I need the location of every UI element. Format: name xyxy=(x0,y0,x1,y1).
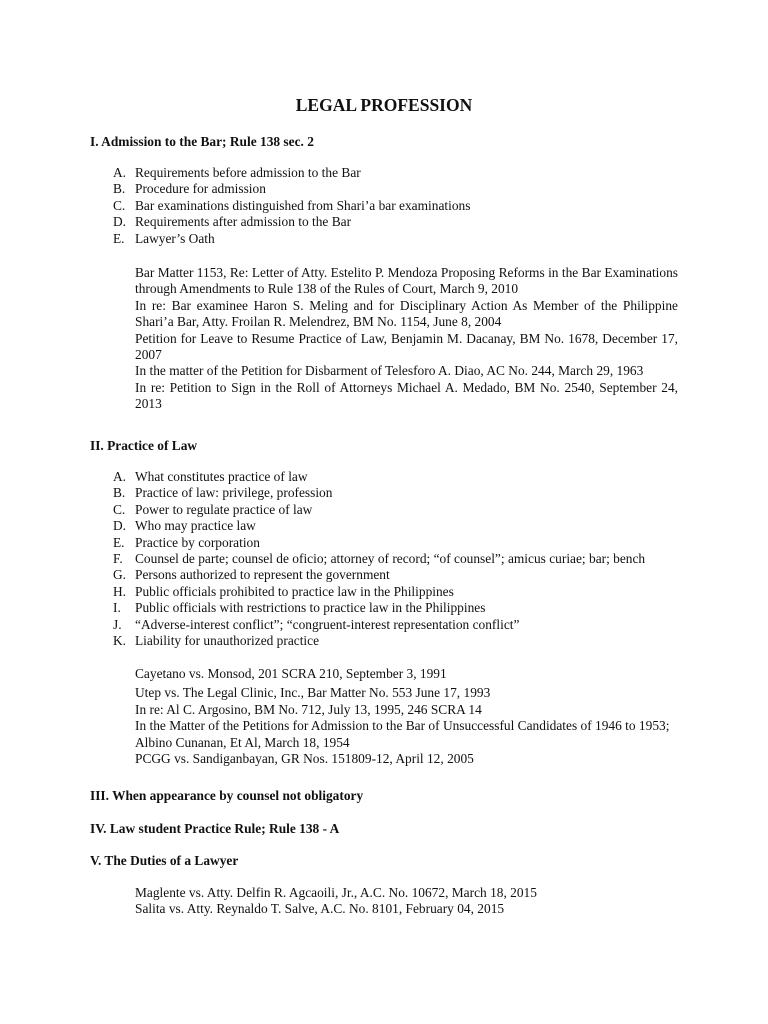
case-citation: Salita vs. Atty. Reynaldo T. Salve, A.C. No. 8101, February 04, 2015 xyxy=(135,901,505,917)
case-citation: In the Matter of the Petitions for Admission to the Bar of Unsuccessful Candidates of 1946 to 1953; Albino Cunanan, Et Al, March 18, 1954 xyxy=(135,718,670,750)
section-heading-2: II. Practice of Law xyxy=(90,438,198,453)
list-item-text: Liability for unauthorized practice xyxy=(135,632,320,648)
list-item-text: Persons authorized to represent the government xyxy=(135,567,390,583)
list-item-text: Requirements before admission to the Bar xyxy=(135,165,361,180)
list-item-letter: E. xyxy=(113,230,125,246)
list-item-text: Counsel de parte; counsel de oficio; attorney of record; “of counsel”; amicus curiae; bar; bench xyxy=(135,550,646,566)
case-citation: Petition for Leave to Resume Practice of Law, Benjamin M. Dacanay, BM No. 1678, December 17, 2007 xyxy=(135,330,678,363)
section-2-case-list xyxy=(135,666,678,767)
case-citation: Utep vs. The Legal Clinic, Inc., Bar Matter No. 553 June 17, 1993 xyxy=(135,685,491,701)
list-item-letter: D. xyxy=(113,214,127,230)
list-item-letter: J. xyxy=(113,616,122,632)
list-item-letter: C. xyxy=(113,197,126,213)
list-item-text: Bar examinations distinguished from Shari’a bar examinations xyxy=(135,197,471,213)
list-item-letter: K. xyxy=(113,632,127,648)
case-citation: In re: Petition to Sign in the Roll of Attorneys Michael A. Medado, BM No. 2540, September 24, 2013 xyxy=(135,379,678,412)
list-item-letter: A. xyxy=(113,469,127,484)
list-item-letter: F. xyxy=(113,550,123,566)
case-citation: Bar Matter 1153, Re: Letter of Atty. Estelito P. Mendoza Proposing Reforms in the Bar Examinations through Amendments to Rule 138 of the Rules of Court, March 9, 2010 xyxy=(135,265,678,297)
section-heading-4: IV. Law student Practice Rule; Rule 138 - A xyxy=(90,821,340,836)
list-item-text: “Adverse-interest conflict”; “congruent-interest representation conflict” xyxy=(135,616,520,632)
list-item-text: Public officials prohibited to practice law in the Philippines xyxy=(135,583,454,599)
section-1-case-list xyxy=(135,265,678,413)
case-citation: In re: Al C. Argosino, BM No. 712, July 13, 1995, 246 SCRA 14 xyxy=(135,701,482,717)
list-item-letter: A. xyxy=(113,165,127,180)
list-item-text: Lawyer’s Oath xyxy=(135,230,215,246)
list-item-text: Power to regulate practice of law xyxy=(135,501,313,517)
list-item-letter: E. xyxy=(113,534,125,550)
page-title: LEGAL PROFESSION xyxy=(295,95,473,115)
list-item-letter: D. xyxy=(113,518,127,534)
list-item-text: Public officials with restrictions to practice law in the Philippines xyxy=(135,600,486,616)
case-citation: In re: Bar examinee Haron S. Meling and for Disciplinary Action As Member of the Philippine Shari’a Bar, Atty. Froilan R. Melendrez, BM No. 1154, June 8, 2004 xyxy=(135,297,678,330)
list-item-text: What constitutes practice of law xyxy=(135,469,308,484)
list-item-text: Requirements after admission to the Bar xyxy=(135,214,352,230)
list-item-text: Practice of law: privilege, profession xyxy=(135,485,333,501)
list-item-letter: G. xyxy=(113,567,127,583)
case-citation: Maglente vs. Atty. Delfin R. Agcaoili, Jr., A.C. No. 10672, March 18, 2015 xyxy=(135,885,537,900)
list-item-letter: I. xyxy=(113,600,121,616)
case-citation: In the matter of the Petition for Disbarment of Telesforo A. Diao, AC No. 244, March 29, 1963 xyxy=(135,363,644,379)
section-5-case-list xyxy=(135,885,678,918)
case-citation: PCGG vs. Sandiganbayan, GR Nos. 151809-12, April 12, 2005 xyxy=(135,751,474,767)
list-item-text: Procedure for admission xyxy=(135,181,266,197)
case-citation: Cayetano vs. Monsod, 201 SCRA 210, September 3, 1991 xyxy=(135,666,447,681)
list-item-text: Who may practice law xyxy=(135,518,256,534)
section-heading-1: I. Admission to the Bar; Rule 138 sec. 2 xyxy=(90,134,314,149)
list-item-letter: H. xyxy=(113,583,127,599)
section-heading-3: III. When appearance by counsel not obligatory xyxy=(90,788,364,803)
list-item-letter: B. xyxy=(113,181,126,197)
list-item-letter: B. xyxy=(113,485,126,501)
list-item-text: Practice by corporation xyxy=(135,534,260,550)
list-item-letter: C. xyxy=(113,501,126,517)
section-heading-5: V. The Duties of a Lawyer xyxy=(90,853,239,868)
